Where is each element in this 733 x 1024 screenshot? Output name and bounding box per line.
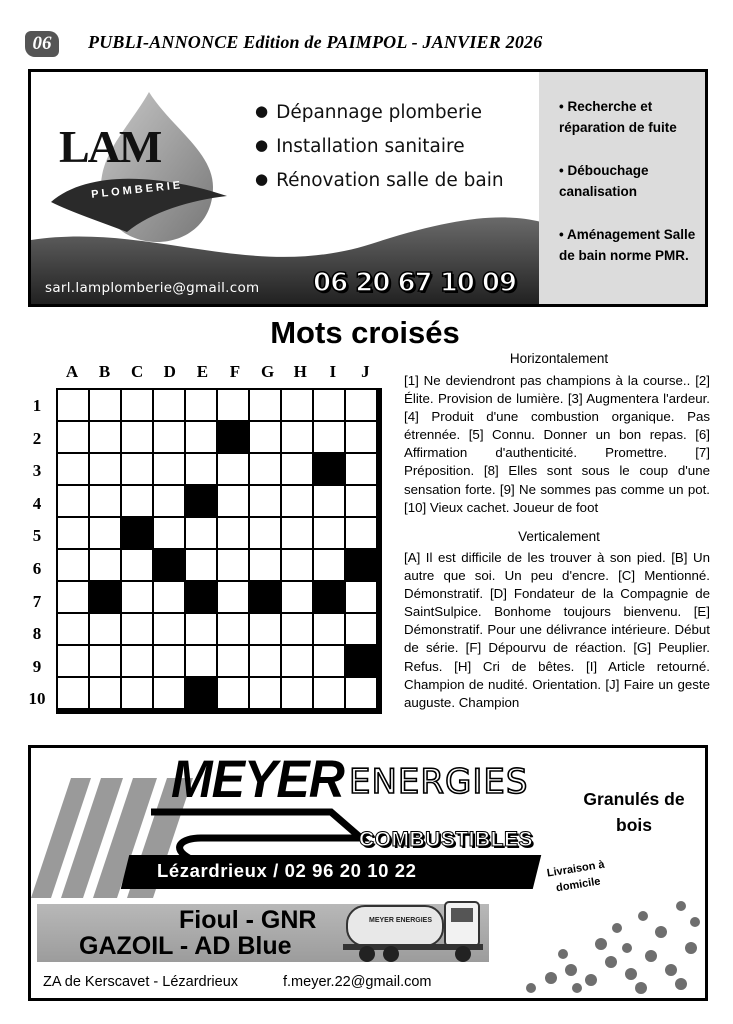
crossword-column-label: C bbox=[131, 362, 144, 381]
crossword-black-cell bbox=[345, 645, 377, 677]
crossword-cell[interactable] bbox=[217, 485, 249, 517]
crossword-cell[interactable] bbox=[217, 645, 249, 677]
crossword-cell[interactable] bbox=[121, 421, 153, 453]
crossword-cell[interactable] bbox=[185, 549, 217, 581]
crossword-cell[interactable] bbox=[153, 645, 185, 677]
crossword-black-cell bbox=[313, 453, 345, 485]
crossword-cell[interactable] bbox=[345, 613, 377, 645]
crossword-row-label: 2 bbox=[32, 428, 42, 448]
vertical-clues-title: Verticalement bbox=[518, 529, 600, 544]
meyer-contact-text: Lézardrieux / 02 96 20 10 22 bbox=[157, 860, 417, 881]
lam-right-item: • Débouchage canalisation bbox=[559, 163, 649, 199]
crossword-title: Mots croisés bbox=[270, 315, 460, 350]
crossword-column-label: B bbox=[98, 362, 111, 381]
crossword-cell[interactable] bbox=[281, 453, 313, 485]
lam-logo-subtitle: PLOMBERIE bbox=[90, 179, 184, 201]
crossword-column-label: H bbox=[293, 362, 307, 381]
crossword-cell[interactable] bbox=[121, 549, 153, 581]
crossword-cell[interactable] bbox=[345, 517, 377, 549]
crossword-cell[interactable] bbox=[89, 549, 121, 581]
crossword-cell[interactable] bbox=[57, 613, 89, 645]
crossword-cell[interactable] bbox=[313, 389, 345, 421]
crossword-cell[interactable] bbox=[249, 549, 281, 581]
crossword-cell[interactable] bbox=[249, 645, 281, 677]
crossword-cell[interactable] bbox=[57, 581, 89, 613]
crossword-cell[interactable] bbox=[89, 389, 121, 421]
crossword-cell[interactable] bbox=[121, 389, 153, 421]
crossword-cell[interactable] bbox=[89, 421, 121, 453]
meyer-livraison: Livraison à domicile bbox=[546, 858, 606, 895]
crossword-cell[interactable] bbox=[57, 517, 89, 549]
crossword-row-label: 1 bbox=[32, 396, 42, 415]
crossword-black-cell bbox=[185, 677, 217, 709]
crossword-black-cell bbox=[345, 549, 377, 581]
crossword-black-cell bbox=[185, 581, 217, 613]
crossword-cell[interactable] bbox=[121, 581, 153, 613]
crossword-cell[interactable] bbox=[313, 677, 345, 709]
meyer-fuel-line-1: Fioul - GNR bbox=[179, 906, 317, 934]
crossword-cell[interactable] bbox=[185, 613, 217, 645]
crossword-cell[interactable] bbox=[185, 453, 217, 485]
crossword-cell[interactable] bbox=[57, 645, 89, 677]
crossword-cell[interactable] bbox=[121, 645, 153, 677]
crossword-cell[interactable] bbox=[89, 645, 121, 677]
crossword-cell[interactable] bbox=[313, 517, 345, 549]
crossword-row-label: 3 bbox=[32, 461, 42, 481]
running-head: PUBLI-ANNONCE Edition de PAIMPOL - JANVIER 2026 bbox=[88, 32, 543, 52]
lam-right-item: • Aménagement Salle de bain norme PMR. bbox=[559, 227, 696, 263]
crossword-cell[interactable] bbox=[217, 517, 249, 549]
crossword-cell[interactable] bbox=[345, 421, 377, 453]
crossword-cell[interactable] bbox=[345, 677, 377, 709]
crossword-cell[interactable] bbox=[217, 453, 249, 485]
crossword-black-cell bbox=[153, 549, 185, 581]
crossword-cell[interactable] bbox=[121, 453, 153, 485]
crossword-cell[interactable] bbox=[89, 453, 121, 485]
lam-phone: 06 20 67 10 09 bbox=[313, 268, 517, 298]
crossword-cell[interactable] bbox=[345, 581, 377, 613]
crossword-cell[interactable] bbox=[57, 485, 89, 517]
crossword-column-label: D bbox=[163, 362, 176, 381]
crossword-row-label: 4 bbox=[32, 493, 42, 513]
crossword-cell[interactable] bbox=[121, 677, 153, 709]
crossword-cell[interactable] bbox=[249, 613, 281, 645]
crossword-cell[interactable] bbox=[313, 549, 345, 581]
crossword-cell[interactable] bbox=[281, 677, 313, 709]
crossword-cell[interactable] bbox=[89, 485, 121, 517]
crossword-cell[interactable] bbox=[185, 389, 217, 421]
crossword-cell[interactable] bbox=[281, 549, 313, 581]
crossword-cell[interactable] bbox=[89, 517, 121, 549]
crossword-cell[interactable] bbox=[345, 389, 377, 421]
crossword-grid bbox=[56, 388, 382, 714]
meyer-address: ZA de Kerscavet - Lézardrieux bbox=[43, 974, 239, 990]
crossword-cell[interactable] bbox=[57, 421, 89, 453]
lam-services-list bbox=[255, 96, 545, 198]
crossword-cell[interactable] bbox=[249, 517, 281, 549]
meyer-energies-text: ENERGIES bbox=[349, 762, 529, 802]
crossword-row-label: 5 bbox=[32, 526, 42, 546]
crossword-cell[interactable] bbox=[281, 613, 313, 645]
meyer-granules: Granulés de bois bbox=[583, 789, 685, 835]
meyer-email: f.meyer.22@gmail.com bbox=[283, 974, 432, 990]
crossword-cell[interactable] bbox=[313, 645, 345, 677]
crossword-black-cell bbox=[313, 581, 345, 613]
crossword-cell[interactable] bbox=[249, 485, 281, 517]
crossword-cell[interactable] bbox=[249, 389, 281, 421]
crossword-cell[interactable] bbox=[345, 453, 377, 485]
crossword-cell[interactable] bbox=[89, 677, 121, 709]
crossword-row-label: 7 bbox=[32, 591, 42, 611]
crossword-column-label: A bbox=[65, 362, 79, 381]
crossword-row-label: 9 bbox=[32, 656, 42, 676]
crossword-cell[interactable] bbox=[281, 581, 313, 613]
crossword-cell[interactable] bbox=[153, 453, 185, 485]
crossword-cell[interactable] bbox=[217, 581, 249, 613]
crossword-cell[interactable] bbox=[249, 677, 281, 709]
crossword-cell[interactable] bbox=[57, 549, 89, 581]
crossword-black-cell bbox=[121, 517, 153, 549]
crossword-cell[interactable] bbox=[153, 485, 185, 517]
crossword-cell[interactable] bbox=[153, 389, 185, 421]
crossword-column-label: J bbox=[361, 362, 370, 381]
crossword-cell[interactable] bbox=[217, 613, 249, 645]
crossword-cell[interactable] bbox=[217, 677, 249, 709]
lam-email: sarl.lamplomberie@gmail.com bbox=[45, 280, 260, 296]
crossword-cell[interactable] bbox=[281, 421, 313, 453]
crossword-cell[interactable] bbox=[185, 421, 217, 453]
crossword-cell[interactable] bbox=[281, 485, 313, 517]
meyer-combustibles: COMBUSTIBLES bbox=[359, 828, 533, 851]
crossword-row-label: 6 bbox=[32, 559, 42, 578]
svg-text:MEYER ENERGIES: MEYER ENERGIES bbox=[369, 917, 433, 924]
crossword-cell[interactable] bbox=[217, 549, 249, 581]
crossword-cell[interactable] bbox=[281, 389, 313, 421]
crossword-cell[interactable] bbox=[153, 677, 185, 709]
hose-icon bbox=[151, 812, 361, 858]
crossword-black-cell bbox=[249, 581, 281, 613]
crossword-black-cell bbox=[185, 485, 217, 517]
fuel-truck-icon bbox=[341, 888, 491, 968]
crossword-cell[interactable] bbox=[57, 677, 89, 709]
crossword-cell[interactable] bbox=[185, 645, 217, 677]
crossword-cell[interactable] bbox=[57, 453, 89, 485]
lam-service-item: ● Installation sanitaire bbox=[255, 130, 545, 164]
crossword-column-label: I bbox=[329, 362, 337, 381]
lam-logo-text: LAM bbox=[59, 121, 161, 172]
lam-right-item: • Recherche et réparation de fuite bbox=[559, 99, 677, 135]
crossword-row-label: 10 bbox=[28, 689, 46, 709]
crossword-cell[interactable] bbox=[153, 421, 185, 453]
meyer-brand: MEYER bbox=[171, 749, 344, 809]
meyer-energies-ad bbox=[28, 745, 708, 1001]
crossword-column-label: E bbox=[196, 362, 209, 381]
lam-plomberie-ad bbox=[28, 69, 708, 307]
vertical-clues: [A] Il est difficile de les trouver à son pied. [B] Un autre que soi. Un peu d'encre. [C] Mentionné. Démonstratif. [D] Fondateur de la Compagnie de SaintSulpice. Bonhome toujours bienvenu. [E] Démonstratif. Pour une délivrance intérieure. Début de série. [F] Dépourvu de réaction. [G] Peuplier. Refus. [H] Cri de bêtes. [I] Article retourné. Champion de nudité. Orientation. [J] Faire un geste auguste. Champion bbox=[404, 550, 710, 710]
crossword-cell[interactable] bbox=[121, 485, 153, 517]
crossword-cell[interactable] bbox=[281, 645, 313, 677]
crossword-cell[interactable] bbox=[121, 613, 153, 645]
crossword-column-label: G bbox=[260, 362, 275, 381]
lam-service-item: ● Rénovation salle de bain bbox=[255, 164, 545, 198]
crossword-cell[interactable] bbox=[185, 517, 217, 549]
crossword-cell[interactable] bbox=[153, 613, 185, 645]
crossword-black-cell bbox=[89, 581, 121, 613]
crossword-cell[interactable] bbox=[281, 517, 313, 549]
crossword-cell[interactable] bbox=[313, 421, 345, 453]
crossword-column-label: F bbox=[229, 362, 241, 381]
meyer-fuel-line-2: GAZOIL - AD Blue bbox=[79, 932, 292, 960]
horizontal-clues-title: Horizontalement bbox=[509, 351, 609, 366]
crossword-cell[interactable] bbox=[313, 613, 345, 645]
crossword-cell[interactable] bbox=[345, 485, 377, 517]
horizontal-clues: [1] Ne deviendront pas champions à la course.. [2] Élite. Provision de lumière. [3] Augmentera l'ardeur. [4] Produit d'une combustion organique. Pas étrennée. [5] Connu. Donner un bon repas. [6] Affirmation d'authenticité. Promettre. [7] Préposition. [8] Elles sont sous le coup d'une sensation forte. [9] Ne sommes pas comme un pot. [10] Vieux cachet. Joueur de foot bbox=[404, 373, 710, 515]
crossword-cell[interactable] bbox=[57, 389, 89, 421]
crossword-cell[interactable] bbox=[89, 613, 121, 645]
crossword-cell[interactable] bbox=[249, 453, 281, 485]
crossword-cell[interactable] bbox=[153, 517, 185, 549]
lam-service-item: ● Dépannage plomberie bbox=[255, 96, 545, 130]
crossword-cell[interactable] bbox=[217, 389, 249, 421]
page-number: 06 bbox=[25, 31, 59, 57]
crossword-row-label: 8 bbox=[32, 624, 42, 644]
lam-right-panel bbox=[539, 72, 708, 307]
crossword-cell[interactable] bbox=[249, 421, 281, 453]
crossword-cell[interactable] bbox=[153, 581, 185, 613]
crossword-black-cell bbox=[217, 421, 249, 453]
crossword-cell[interactable] bbox=[313, 485, 345, 517]
